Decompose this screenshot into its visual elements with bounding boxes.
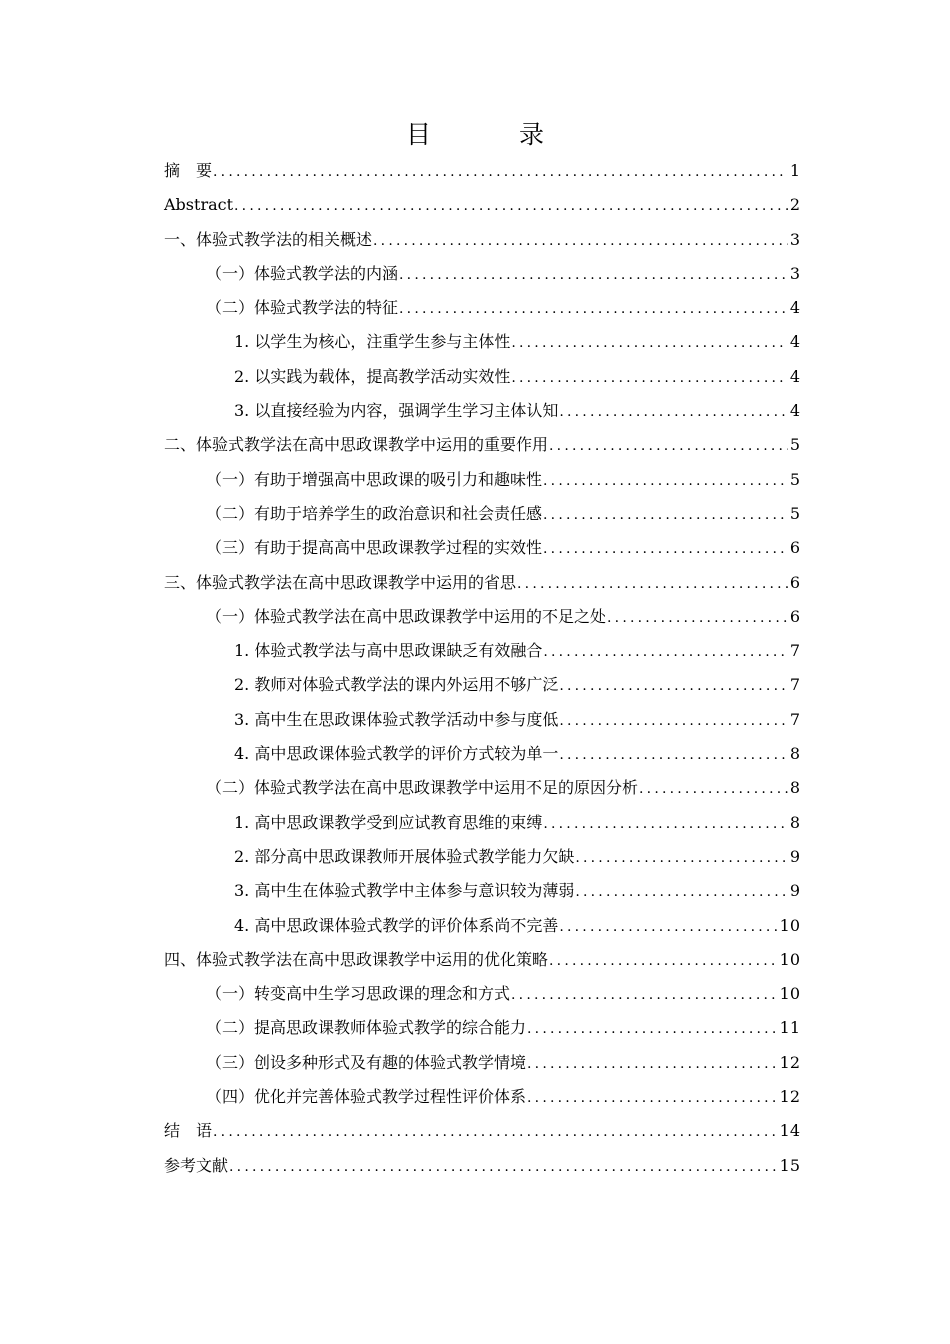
toc-entry-label: （一）有助于增强高中思政课的吸引力和趣味性 — [206, 469, 543, 489]
toc-entry-label: （二）有助于培养学生的政治意识和社会责任感 — [206, 503, 543, 523]
toc-dot-leader — [607, 601, 788, 635]
toc-entry-label: 1. 以学生为核心，注重学生参与主体性 — [234, 332, 511, 352]
toc-dot-leader — [543, 635, 787, 669]
toc-entry-label: Abstract — [164, 195, 234, 215]
toc-dot-leader — [213, 155, 788, 189]
toc-entry-label: 参考文献 — [164, 1155, 229, 1175]
toc-entry-label: （二）体验式教学法在高中思政课教学中运用不足的原因分析 — [206, 778, 639, 798]
toc-entry-label: 4. 高中思政课体验式教学的评价方式较为单一 — [234, 744, 559, 764]
toc-dot-leader — [543, 498, 788, 532]
toc-entry[interactable] — [164, 703, 800, 737]
toc-dot-leader — [399, 258, 788, 292]
toc-entry-page-number: 11 — [779, 1018, 800, 1038]
toc-entry-page-number: 1 — [789, 161, 800, 180]
toc-entry-page-number: 10 — [779, 949, 800, 969]
toc-entry[interactable] — [164, 943, 800, 977]
toc-entry[interactable] — [164, 771, 800, 805]
toc-dot-leader — [575, 875, 787, 909]
toc-entry[interactable] — [164, 497, 800, 531]
toc-dot-leader — [517, 567, 788, 601]
toc-dot-leader — [527, 1047, 778, 1081]
toc-entry-label: （三）有助于提高高中思政课教学过程的实效性 — [206, 538, 543, 558]
toc-dot-leader — [399, 292, 788, 326]
toc-entry-label: （二）体验式教学法的特征 — [206, 298, 399, 318]
toc-entry-label: 2. 部分高中思政课教师开展体验式教学能力欠缺 — [234, 846, 575, 866]
toc-entry[interactable] — [164, 531, 800, 565]
toc-dot-leader — [639, 772, 788, 806]
toc-entry-label: 1. 体验式教学法与高中思政课缺乏有效融合 — [234, 641, 543, 661]
toc-dot-leader — [213, 1115, 778, 1149]
toc-entry-page-number: 5 — [789, 435, 800, 455]
toc-entry[interactable] — [164, 840, 800, 874]
toc-entry-page-number: 8 — [789, 812, 800, 832]
toc-entry-page-number: 4 — [789, 332, 800, 352]
toc-entry[interactable] — [164, 257, 800, 291]
toc-dot-leader — [527, 1012, 778, 1046]
toc-entry-label: 3. 高中生在体验式教学中主体参与意识较为薄弱 — [234, 881, 575, 901]
toc-entry-page-number: 4 — [789, 366, 800, 386]
toc-entry-page-number: 6 — [789, 538, 800, 558]
toc-entry-page-number: 6 — [789, 606, 800, 626]
toc-dot-leader — [559, 738, 787, 772]
toc-dot-leader — [543, 807, 787, 841]
toc-entry-page-number: 15 — [779, 1155, 800, 1175]
toc-dot-leader — [234, 189, 788, 223]
toc-entry-page-number: 9 — [789, 846, 800, 866]
toc-entry-page-number: 3 — [789, 229, 800, 249]
toc-dot-leader — [543, 464, 788, 498]
toc-entry-page-number: 3 — [789, 263, 800, 283]
toc-entry[interactable] — [164, 668, 800, 702]
toc-entry[interactable] — [164, 223, 800, 257]
toc-entry-page-number: 8 — [789, 778, 800, 798]
toc-entry[interactable] — [164, 394, 800, 428]
toc-entry-label: （四）优化并完善体验式教学过程性评价体系 — [206, 1087, 527, 1107]
toc-entry[interactable] — [164, 566, 800, 600]
toc-entry-page-number: 4 — [789, 401, 800, 421]
toc-entry[interactable] — [164, 360, 800, 394]
toc-dot-leader — [511, 361, 787, 395]
toc-dot-leader — [511, 326, 787, 360]
toc-entry-label: （一）体验式教学法的内涵 — [206, 263, 399, 283]
toc-entry[interactable] — [164, 874, 800, 908]
toc-dot-leader — [559, 704, 787, 738]
toc-entry-label: 3. 以直接经验为内容，强调学生学习主体认知 — [234, 401, 559, 421]
toc-entry-page-number: 7 — [789, 641, 800, 661]
toc-entry-label: 1. 高中思政课教学受到应试教育思维的束缚 — [234, 812, 543, 832]
toc-entry-label: （三）创设多种形式及有趣的体验式教学情境 — [206, 1052, 527, 1072]
toc-dot-leader — [511, 978, 778, 1012]
toc-entry-page-number: 7 — [789, 709, 800, 729]
toc-entry[interactable] — [164, 806, 800, 840]
toc-dot-leader — [559, 669, 787, 703]
toc-dot-leader — [527, 1081, 778, 1115]
toc-entry-page-number: 6 — [789, 572, 800, 592]
toc-entry-page-number: 12 — [779, 1052, 800, 1072]
toc-entry[interactable] — [164, 1114, 800, 1148]
toc-entry-label: 4. 高中思政课体验式教学的评价体系尚不完善 — [234, 915, 559, 935]
toc-entry-label: 二、体验式教学法在高中思政课教学中运用的重要作用 — [164, 435, 549, 455]
toc-entry[interactable] — [164, 325, 800, 359]
table-of-contents — [164, 154, 800, 1183]
toc-dot-leader — [229, 1150, 778, 1184]
toc-entry-label: 2. 以实践为载体，提高教学活动实效性 — [234, 366, 511, 386]
toc-entry-page-number: 10 — [779, 984, 800, 1004]
toc-entry[interactable] — [164, 634, 800, 668]
toc-dot-leader — [559, 395, 787, 429]
toc-dot-leader — [549, 944, 778, 978]
toc-entry-page-number: 7 — [789, 675, 800, 695]
toc-entry[interactable] — [164, 1080, 800, 1114]
toc-entry[interactable] — [164, 737, 800, 771]
toc-dot-leader — [559, 910, 777, 944]
toc-dot-leader — [373, 224, 788, 258]
toc-entry[interactable] — [164, 291, 800, 325]
toc-dot-leader — [575, 841, 787, 875]
toc-entry-label: 3. 高中生在思政课体验式教学活动中参与度低 — [234, 709, 559, 729]
toc-entry[interactable] — [164, 1149, 800, 1183]
toc-entry[interactable] — [164, 600, 800, 634]
toc-entry-page-number: 14 — [779, 1121, 800, 1141]
page-title: 目 录 — [406, 120, 584, 149]
toc-entry[interactable] — [164, 463, 800, 497]
toc-entry-page-number: 12 — [779, 1087, 800, 1107]
toc-entry-label: 四、体验式教学法在高中思政课教学中运用的优化策略 — [164, 949, 549, 969]
toc-entry[interactable] — [164, 1046, 800, 1080]
toc-entry[interactable] — [164, 188, 800, 222]
toc-entry[interactable] — [164, 154, 800, 188]
toc-entry-label: 2. 教师对体验式教学法的课内外运用不够广泛 — [234, 675, 559, 695]
toc-entry-page-number: 8 — [789, 744, 800, 764]
toc-entry[interactable] — [164, 1011, 800, 1045]
toc-entry-page-number: 5 — [789, 503, 800, 523]
toc-entry-label: （一）体验式教学法在高中思政课教学中运用的不足之处 — [206, 606, 607, 626]
toc-dot-leader — [543, 532, 788, 566]
toc-entry-label: 结 语 — [164, 1121, 213, 1141]
toc-entry[interactable] — [164, 977, 800, 1011]
toc-entry-page-number: 4 — [789, 298, 800, 318]
toc-entry-page-number: 5 — [789, 469, 800, 489]
toc-entry-label: 三、体验式教学法在高中思政课教学中运用的省思 — [164, 572, 517, 592]
toc-entry[interactable] — [164, 909, 800, 943]
toc-entry-label: （一）转变高中生学习思政课的理念和方式 — [206, 984, 511, 1004]
toc-entry-label: 一、体验式教学法的相关概述 — [164, 229, 373, 249]
toc-entry-label: 摘 要 — [164, 161, 213, 180]
toc-dot-leader — [549, 429, 788, 463]
toc-entry-page-number: 10 — [779, 915, 800, 935]
toc-entry-label: （二）提高思政课教师体验式教学的综合能力 — [206, 1018, 527, 1038]
toc-entry-page-number: 9 — [789, 881, 800, 901]
toc-entry[interactable] — [164, 428, 800, 462]
toc-entry-page-number: 2 — [789, 195, 800, 215]
